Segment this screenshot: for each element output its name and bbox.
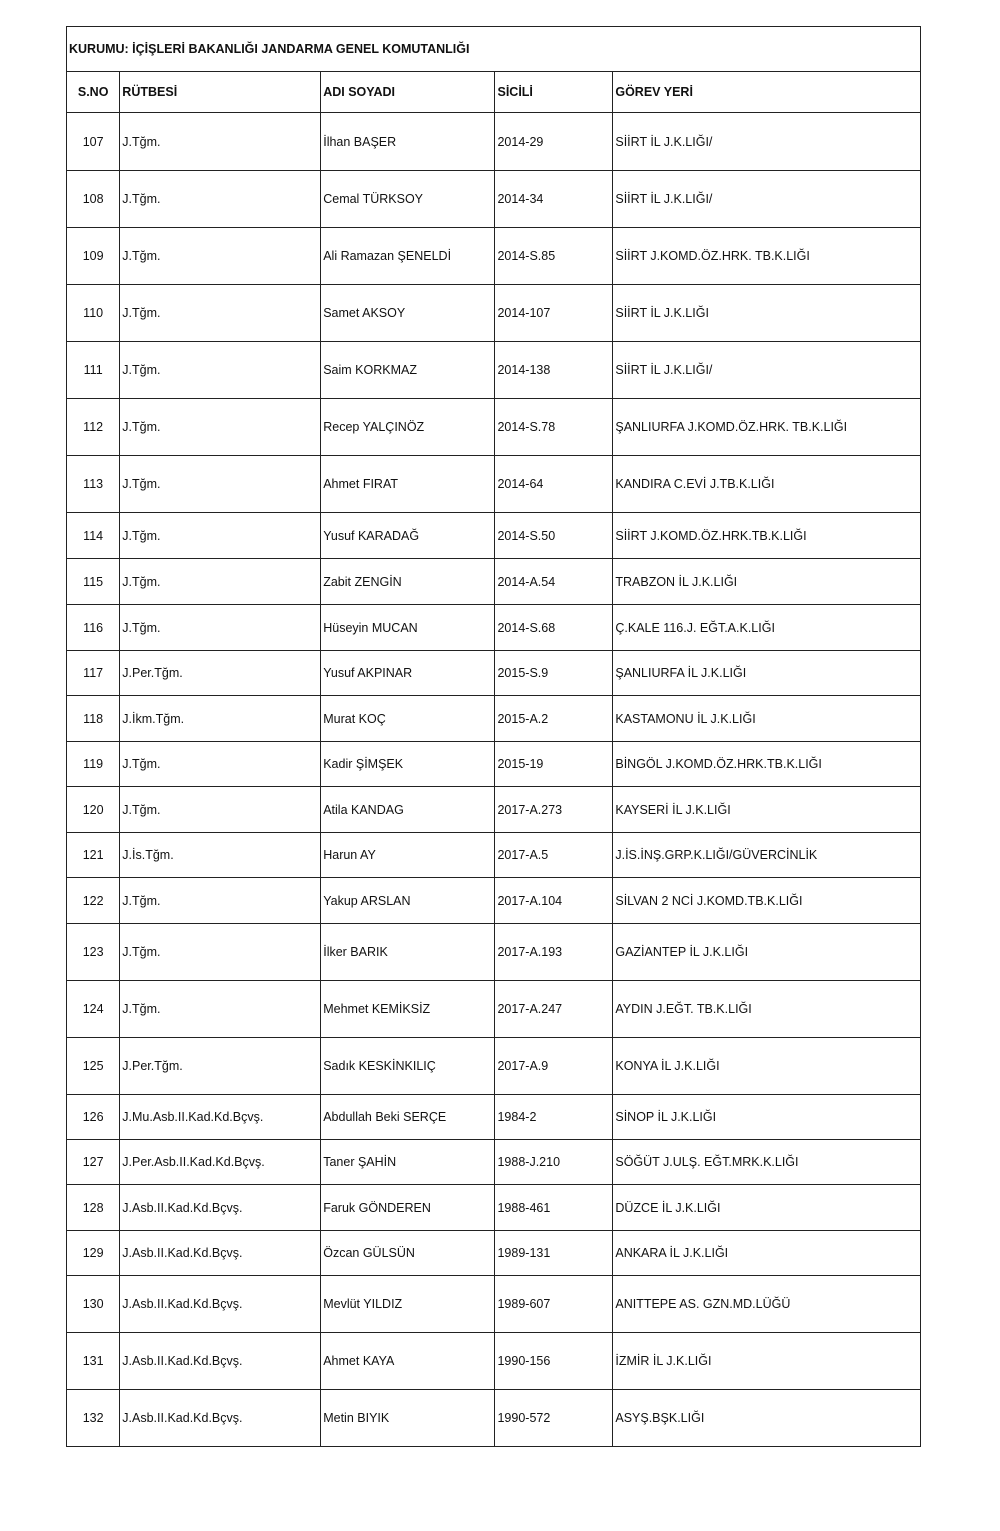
table-row: [67, 833, 921, 878]
cell-registry: 2014-29: [495, 113, 613, 171]
cell-registry: 1984-2: [495, 1095, 613, 1140]
cell-duty-place: SİİRT İL J.K.LIĞI/: [613, 171, 921, 228]
cell-rank: J.Asb.II.Kad.Kd.Bçvş.: [120, 1276, 321, 1333]
cell-sno: 112: [67, 399, 120, 456]
cell-name: Özcan GÜLSÜN: [321, 1231, 495, 1276]
table-row: [67, 924, 921, 981]
cell-sno: 117: [67, 651, 120, 696]
cell-registry: 1990-572: [495, 1390, 613, 1447]
cell-sno: 118: [67, 696, 120, 742]
cell-rank: J.Tğm.: [120, 513, 321, 559]
personnel-list-sheet: [66, 26, 921, 1447]
cell-registry: 2014-107: [495, 285, 613, 342]
table-row: [67, 878, 921, 924]
cell-sno: 107: [67, 113, 120, 171]
cell-rank: J.Tğm.: [120, 228, 321, 285]
cell-duty-place: AYDIN J.EĞT. TB.K.LIĞI: [613, 981, 921, 1038]
column-header-rank: RÜTBESİ: [120, 72, 321, 113]
table-row: [67, 981, 921, 1038]
cell-registry: 1989-131: [495, 1231, 613, 1276]
cell-duty-place: SİLVAN 2 NCİ J.KOMD.TB.K.LIĞI: [613, 878, 921, 924]
column-header-name: ADI SOYADI: [321, 72, 495, 113]
cell-sno: 109: [67, 228, 120, 285]
cell-name: İlhan BAŞER: [321, 113, 495, 171]
cell-name: Hüseyin MUCAN: [321, 605, 495, 651]
personnel-table: [66, 26, 921, 1447]
cell-rank: J.Per.Asb.II.Kad.Kd.Bçvş.: [120, 1140, 321, 1185]
cell-registry: 2017-A.5: [495, 833, 613, 878]
cell-duty-place: ŞANLIURFA J.KOMD.ÖZ.HRK. TB.K.LIĞI: [613, 399, 921, 456]
cell-duty-place: İZMİR İL J.K.LIĞI: [613, 1333, 921, 1390]
cell-sno: 121: [67, 833, 120, 878]
cell-name: Recep YALÇINÖZ: [321, 399, 495, 456]
cell-duty-place: DÜZCE İL J.K.LIĞI: [613, 1185, 921, 1231]
cell-duty-place: SİİRT J.KOMD.ÖZ.HRK. TB.K.LIĞI: [613, 228, 921, 285]
cell-sno: 124: [67, 981, 120, 1038]
cell-sno: 120: [67, 787, 120, 833]
cell-rank: J.Tğm.: [120, 171, 321, 228]
cell-duty-place: SİİRT İL J.K.LIĞI/: [613, 113, 921, 171]
cell-rank: J.Tğm.: [120, 559, 321, 605]
cell-rank: J.Mu.Asb.II.Kad.Kd.Bçvş.: [120, 1095, 321, 1140]
cell-sno: 132: [67, 1390, 120, 1447]
cell-sno: 114: [67, 513, 120, 559]
cell-duty-place: KAYSERİ İL J.K.LIĞI: [613, 787, 921, 833]
table-row: [67, 742, 921, 787]
header-row: [67, 72, 921, 113]
cell-name: Samet AKSOY: [321, 285, 495, 342]
cell-name: Yusuf KARADAĞ: [321, 513, 495, 559]
table-row: [67, 399, 921, 456]
cell-registry: 2015-S.9: [495, 651, 613, 696]
cell-rank: J.Asb.II.Kad.Kd.Bçvş.: [120, 1231, 321, 1276]
cell-rank: J.Tğm.: [120, 878, 321, 924]
cell-sno: 119: [67, 742, 120, 787]
table-row: [67, 1038, 921, 1095]
cell-registry: 1988-J.210: [495, 1140, 613, 1185]
cell-registry: 2017-A.104: [495, 878, 613, 924]
cell-rank: J.Per.Tğm.: [120, 651, 321, 696]
cell-sno: 130: [67, 1276, 120, 1333]
cell-sno: 126: [67, 1095, 120, 1140]
cell-name: İlker BARIK: [321, 924, 495, 981]
cell-duty-place: J.İS.İNŞ.GRP.K.LIĞI/GÜVERCİNLİK: [613, 833, 921, 878]
cell-rank: J.Tğm.: [120, 456, 321, 513]
cell-name: Faruk GÖNDEREN: [321, 1185, 495, 1231]
cell-rank: J.Tğm.: [120, 342, 321, 399]
table-row: [67, 113, 921, 171]
cell-duty-place: KANDIRA C.EVİ J.TB.K.LIĞI: [613, 456, 921, 513]
cell-name: Ali Ramazan ŞENELDİ: [321, 228, 495, 285]
table-row: [67, 696, 921, 742]
table-row: [67, 456, 921, 513]
cell-registry: 2017-A.9: [495, 1038, 613, 1095]
cell-registry: 1989-607: [495, 1276, 613, 1333]
cell-name: Harun AY: [321, 833, 495, 878]
table-row: [67, 342, 921, 399]
cell-rank: J.Asb.II.Kad.Kd.Bçvş.: [120, 1333, 321, 1390]
cell-sno: 128: [67, 1185, 120, 1231]
table-row: [67, 513, 921, 559]
cell-name: Zabit ZENGİN: [321, 559, 495, 605]
cell-name: Murat KOÇ: [321, 696, 495, 742]
cell-registry: 2014-A.54: [495, 559, 613, 605]
cell-duty-place: SİİRT İL J.K.LIĞI: [613, 285, 921, 342]
cell-name: Atila KANDAG: [321, 787, 495, 833]
table-row: [67, 171, 921, 228]
table-row: [67, 228, 921, 285]
cell-registry: 2014-138: [495, 342, 613, 399]
table-row: [67, 285, 921, 342]
cell-name: Mevlüt YILDIZ: [321, 1276, 495, 1333]
cell-name: Saim KORKMAZ: [321, 342, 495, 399]
cell-rank: J.Tğm.: [120, 742, 321, 787]
cell-duty-place: KONYA İL J.K.LIĞI: [613, 1038, 921, 1095]
cell-rank: J.Asb.II.Kad.Kd.Bçvş.: [120, 1390, 321, 1447]
cell-duty-place: Ç.KALE 116.J. EĞT.A.K.LIĞI: [613, 605, 921, 651]
cell-rank: J.Tğm.: [120, 399, 321, 456]
cell-rank: J.Asb.II.Kad.Kd.Bçvş.: [120, 1185, 321, 1231]
cell-rank: J.Per.Tğm.: [120, 1038, 321, 1095]
table-row: [67, 559, 921, 605]
table-row: [67, 1140, 921, 1185]
cell-duty-place: SİİRT J.KOMD.ÖZ.HRK.TB.K.LIĞI: [613, 513, 921, 559]
cell-registry: 2014-S.68: [495, 605, 613, 651]
column-header-registry: SİCİLİ: [495, 72, 613, 113]
table-row: [67, 1333, 921, 1390]
cell-duty-place: GAZİANTEP İL J.K.LIĞI: [613, 924, 921, 981]
cell-rank: J.İs.Tğm.: [120, 833, 321, 878]
cell-sno: 127: [67, 1140, 120, 1185]
cell-sno: 115: [67, 559, 120, 605]
institution-title: KURUMU: İÇİŞLERİ BAKANLIĞI JANDARMA GENEL KOMUTANLIĞI: [67, 27, 921, 72]
cell-duty-place: TRABZON İL J.K.LIĞI: [613, 559, 921, 605]
cell-rank: J.Tğm.: [120, 924, 321, 981]
column-header-duty-place: GÖREV YERİ: [613, 72, 921, 113]
cell-name: Metin BIYIK: [321, 1390, 495, 1447]
cell-duty-place: SİİRT İL J.K.LIĞI/: [613, 342, 921, 399]
cell-name: Taner ŞAHİN: [321, 1140, 495, 1185]
table-row: [67, 1095, 921, 1140]
cell-rank: J.Tğm.: [120, 787, 321, 833]
cell-duty-place: KASTAMONU İL J.K.LIĞI: [613, 696, 921, 742]
cell-name: Yakup ARSLAN: [321, 878, 495, 924]
cell-registry: 2014-S.85: [495, 228, 613, 285]
table-row: [67, 605, 921, 651]
cell-duty-place: ASYŞ.BŞK.LIĞI: [613, 1390, 921, 1447]
column-header-sno: S.NO: [67, 72, 120, 113]
cell-registry: 2015-A.2: [495, 696, 613, 742]
cell-sno: 113: [67, 456, 120, 513]
cell-sno: 116: [67, 605, 120, 651]
cell-registry: 1988-461: [495, 1185, 613, 1231]
cell-registry: 2015-19: [495, 742, 613, 787]
cell-registry: 2014-34: [495, 171, 613, 228]
cell-sno: 122: [67, 878, 120, 924]
table-row: [67, 651, 921, 696]
cell-rank: J.Tğm.: [120, 285, 321, 342]
cell-registry: 2017-A.193: [495, 924, 613, 981]
cell-registry: 2017-A.273: [495, 787, 613, 833]
cell-name: Sadık KESKİNKILIÇ: [321, 1038, 495, 1095]
cell-name: Kadir ŞİMŞEK: [321, 742, 495, 787]
table-row: [67, 1231, 921, 1276]
table-row: [67, 1276, 921, 1333]
cell-duty-place: ŞANLIURFA İL J.K.LIĞI: [613, 651, 921, 696]
cell-name: Cemal TÜRKSOY: [321, 171, 495, 228]
table-row: [67, 787, 921, 833]
cell-sno: 125: [67, 1038, 120, 1095]
cell-duty-place: BİNGÖL J.KOMD.ÖZ.HRK.TB.K.LIĞI: [613, 742, 921, 787]
cell-sno: 111: [67, 342, 120, 399]
cell-rank: J.Tğm.: [120, 113, 321, 171]
table-row: [67, 1390, 921, 1447]
cell-sno: 108: [67, 171, 120, 228]
cell-name: Yusuf AKPINAR: [321, 651, 495, 696]
cell-duty-place: ANITTEPE AS. GZN.MD.LÜĞÜ: [613, 1276, 921, 1333]
table-row: [67, 1185, 921, 1231]
cell-sno: 129: [67, 1231, 120, 1276]
cell-name: Ahmet FIRAT: [321, 456, 495, 513]
cell-registry: 2014-64: [495, 456, 613, 513]
cell-registry: 1990-156: [495, 1333, 613, 1390]
cell-rank: J.Tğm.: [120, 981, 321, 1038]
cell-duty-place: SÖĞÜT J.ULŞ. EĞT.MRK.K.LIĞI: [613, 1140, 921, 1185]
cell-registry: 2014-S.50: [495, 513, 613, 559]
institution-title-row: [67, 27, 921, 72]
cell-rank: J.İkm.Tğm.: [120, 696, 321, 742]
cell-registry: 2014-S.78: [495, 399, 613, 456]
cell-rank: J.Tğm.: [120, 605, 321, 651]
cell-name: Mehmet KEMİKSİZ: [321, 981, 495, 1038]
cell-sno: 123: [67, 924, 120, 981]
cell-sno: 110: [67, 285, 120, 342]
cell-name: Ahmet KAYA: [321, 1333, 495, 1390]
cell-duty-place: SİNOP İL J.K.LIĞI: [613, 1095, 921, 1140]
cell-sno: 131: [67, 1333, 120, 1390]
cell-registry: 2017-A.247: [495, 981, 613, 1038]
cell-name: Abdullah Beki SERÇE: [321, 1095, 495, 1140]
cell-duty-place: ANKARA İL J.K.LIĞI: [613, 1231, 921, 1276]
